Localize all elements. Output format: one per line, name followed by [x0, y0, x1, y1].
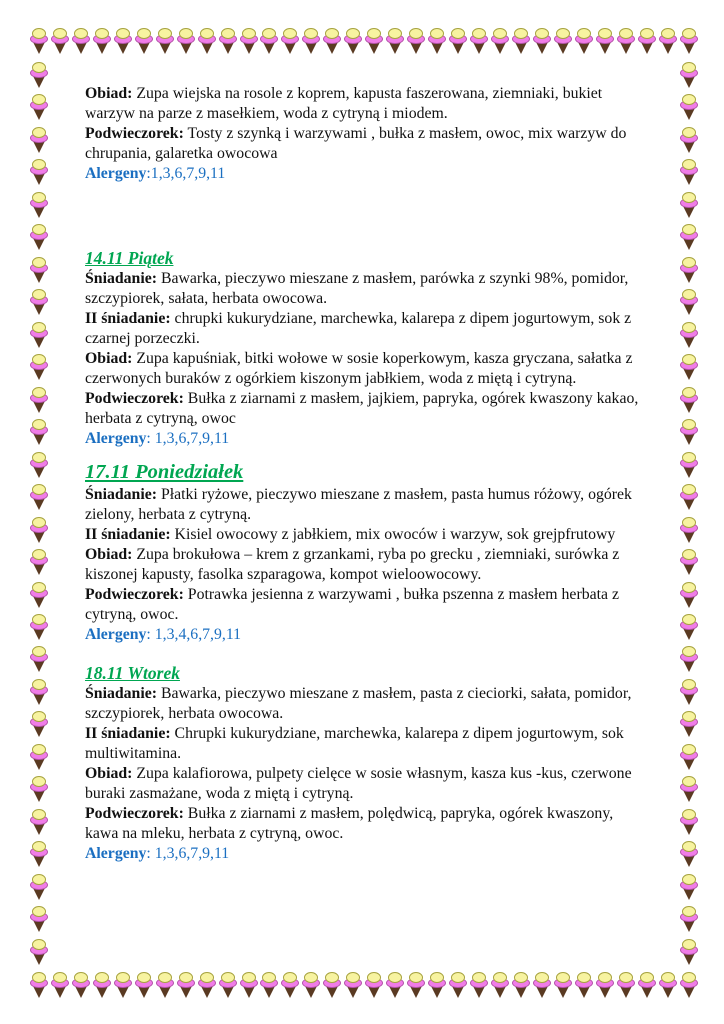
ice-cream-cone-icon: [30, 972, 48, 999]
ice-cream-cone-icon: [617, 28, 635, 55]
meal-text: Zupa brokułowa – krem z grzankami, ryba po grecku , ziemniaki, surówka z kiszonej kapusty, fasolka szparagowa, kompot wieloowocowy.: [85, 546, 620, 583]
allergens-values: : 1,3,6,7,9,11: [146, 430, 230, 447]
meal-entry-podwieczorek: [85, 389, 650, 429]
menu-section-monday: [85, 460, 650, 645]
meal-label: II śniadanie:: [85, 310, 171, 327]
ice-cream-cone-icon: [386, 28, 404, 55]
meal-text: Zupa kalafiorowa, pulpety cielęce w sosie własnym, kasza kus -kus, czerwone buraki zasmażane, woda z miętą i cytryną.: [85, 765, 632, 802]
ice-cream-cone-icon: [680, 452, 698, 479]
allergens-line: [85, 164, 650, 184]
ice-cream-cone-icon: [680, 549, 698, 576]
meal-entry-podwieczorek: [85, 804, 650, 844]
ice-cream-cone-icon: [512, 972, 530, 999]
ice-cream-cone-icon: [323, 972, 341, 999]
meal-label: Obiad:: [85, 85, 133, 102]
meal-text: Bawarka, pieczywo mieszane z masłem, parówka z szynki 98%, pomidor, szczypiorek, sałata, herbata owocowa.: [85, 270, 629, 307]
ice-cream-cone-icon: [680, 322, 698, 349]
ice-cream-cone-icon: [680, 809, 698, 836]
ice-cream-cone-icon: [596, 972, 614, 999]
ice-cream-cone-icon: [302, 972, 320, 999]
ice-cream-cone-icon: [617, 972, 635, 999]
ice-cream-cone-icon: [72, 28, 90, 55]
ice-cream-cone-icon: [512, 28, 530, 55]
meal-label: Obiad:: [85, 765, 133, 782]
ice-cream-cone-icon: [30, 744, 48, 771]
ice-cream-cone-icon: [30, 224, 48, 251]
ice-cream-cone-icon: [659, 28, 677, 55]
ice-cream-cone-icon: [323, 28, 341, 55]
meal-label: Podwieczorek:: [85, 586, 184, 603]
menu-content: [85, 84, 650, 864]
ice-cream-cone-icon: [72, 972, 90, 999]
meal-label: Obiad:: [85, 546, 133, 563]
meal-entry-obiad: [85, 349, 650, 389]
meal-text: Chrupki kukurydziane, marchewka, kalarepa z dipem jogurtowym, sok multiwitamina.: [85, 725, 624, 762]
ice-cream-cone-icon: [198, 972, 216, 999]
day-heading: 14.11 Piątek: [85, 248, 174, 268]
ice-cream-cone-icon: [680, 614, 698, 641]
ice-cream-cone-icon: [680, 939, 698, 966]
ice-cream-cone-icon: [240, 972, 258, 999]
ice-cream-cone-icon: [93, 972, 111, 999]
ice-cream-cone-icon: [575, 28, 593, 55]
ice-cream-cone-icon: [302, 28, 320, 55]
meal-label: Śniadanie:: [85, 685, 157, 702]
ice-cream-cone-icon: [177, 28, 195, 55]
menu-section-continued: [85, 84, 650, 184]
ice-cream-cone-icon: [135, 972, 153, 999]
meal-text: Bułka z ziarnami z masłem, polędwicą, papryka, ogórek kwaszony, kawa na mleku, herbata z cytryną, owoc.: [85, 805, 614, 842]
meal-label: Podwieczorek:: [85, 125, 184, 142]
ice-cream-cone-icon: [30, 517, 48, 544]
ice-cream-cone-icon: [281, 972, 299, 999]
meal-label: Podwieczorek:: [85, 805, 184, 822]
ice-cream-cone-icon: [680, 28, 698, 55]
ice-cream-cone-icon: [177, 972, 195, 999]
ice-cream-cone-icon: [680, 192, 698, 219]
border-right: [680, 62, 698, 966]
ice-cream-cone-icon: [30, 159, 48, 186]
ice-cream-cone-icon: [30, 289, 48, 316]
ice-cream-cone-icon: [365, 972, 383, 999]
ice-cream-cone-icon: [638, 972, 656, 999]
allergens-values: : 1,3,4,6,7,9,11: [146, 626, 242, 643]
ice-cream-cone-icon: [680, 159, 698, 186]
ice-cream-cone-icon: [533, 28, 551, 55]
ice-cream-cone-icon: [93, 28, 111, 55]
meal-label: Śniadanie:: [85, 486, 157, 503]
ice-cream-cone-icon: [680, 354, 698, 381]
meal-text: Tosty z szynką i warzywami , bułka z masłem, owoc, mix warzyw do chrupania, galaretka owocowa: [85, 125, 627, 162]
ice-cream-cone-icon: [680, 289, 698, 316]
ice-cream-cone-icon: [30, 679, 48, 706]
meal-entry-podwieczorek: [85, 585, 650, 625]
ice-cream-cone-icon: [680, 419, 698, 446]
ice-cream-cone-icon: [114, 28, 132, 55]
meal-entry-sniadanie: [85, 269, 650, 309]
ice-cream-cone-icon: [30, 127, 48, 154]
ice-cream-cone-icon: [30, 776, 48, 803]
ice-cream-cone-icon: [659, 972, 677, 999]
meal-text: Bułka z ziarnami z masłem, jajkiem, papryka, ogórek kwaszony kakao, herbata z cytryną, owoc: [85, 390, 639, 427]
meal-entry-ii-sniadanie: [85, 525, 650, 545]
ice-cream-cone-icon: [30, 809, 48, 836]
ice-cream-cone-icon: [596, 28, 614, 55]
ice-cream-cone-icon: [30, 614, 48, 641]
ice-cream-cone-icon: [219, 972, 237, 999]
menu-section-tuesday: [85, 662, 650, 864]
allergens-values: : 1,3,6,7,9,11: [146, 845, 230, 862]
meal-entry-podwieczorek: [85, 124, 650, 164]
ice-cream-cone-icon: [30, 387, 48, 414]
ice-cream-cone-icon: [491, 28, 509, 55]
ice-cream-cone-icon: [30, 94, 48, 121]
ice-cream-cone-icon: [30, 906, 48, 933]
border-left: [30, 62, 48, 966]
ice-cream-cone-icon: [30, 646, 48, 673]
ice-cream-cone-icon: [680, 972, 698, 999]
ice-cream-cone-icon: [575, 972, 593, 999]
ice-cream-cone-icon: [680, 841, 698, 868]
meal-text: Zupa kapuśniak, bitki wołowe w sosie koperkowym, kasza gryczana, sałatka z czerwonych buraków z ogórkiem kiszonym jabłkiem, woda z miętą i cytryną.: [85, 350, 633, 387]
meal-label: Śniadanie:: [85, 270, 157, 287]
ice-cream-cone-icon: [51, 28, 69, 55]
meal-label: II śniadanie:: [85, 526, 171, 543]
ice-cream-cone-icon: [344, 972, 362, 999]
ice-cream-cone-icon: [449, 972, 467, 999]
ice-cream-cone-icon: [680, 744, 698, 771]
meal-entry-sniadanie: [85, 485, 650, 525]
meal-text: Płatki ryżowe, pieczywo mieszane z masłem, pasta humus różowy, ogórek zielony, herbata z cytryną.: [85, 486, 632, 523]
ice-cream-cone-icon: [680, 387, 698, 414]
ice-cream-cone-icon: [680, 906, 698, 933]
ice-cream-cone-icon: [680, 679, 698, 706]
ice-cream-cone-icon: [30, 841, 48, 868]
ice-cream-cone-icon: [554, 972, 572, 999]
meal-text: Kisiel owocowy z jabłkiem, mix owoców i warzyw, sok grejpfrutowy: [170, 526, 616, 543]
meal-text: Potrawka jesienna z warzywami , bułka pszenna z masłem herbata z cytryną, owoc.: [85, 586, 619, 623]
ice-cream-cone-icon: [428, 28, 446, 55]
ice-cream-cone-icon: [407, 28, 425, 55]
ice-cream-cone-icon: [260, 28, 278, 55]
ice-cream-cone-icon: [30, 711, 48, 738]
border-top: [30, 28, 698, 55]
day-heading: 18.11 Wtorek: [85, 663, 180, 683]
ice-cream-cone-icon: [680, 127, 698, 154]
ice-cream-cone-icon: [680, 776, 698, 803]
ice-cream-cone-icon: [281, 28, 299, 55]
allergens-line: [85, 625, 650, 645]
ice-cream-cone-icon: [428, 972, 446, 999]
allergens-label: Alergeny: [85, 430, 147, 447]
ice-cream-cone-icon: [680, 874, 698, 901]
meal-entry-ii-sniadanie: [85, 309, 650, 349]
ice-cream-cone-icon: [470, 972, 488, 999]
meal-text: chrupki kukurydziane, marchewka, kalarepa z dipem jogurtowym, sok z czarnej porzeczki.: [85, 310, 632, 347]
border-bottom: [30, 972, 698, 999]
ice-cream-cone-icon: [680, 517, 698, 544]
allergens-label: Alergeny: [85, 165, 147, 182]
ice-cream-cone-icon: [554, 28, 572, 55]
ice-cream-cone-icon: [30, 28, 48, 55]
ice-cream-cone-icon: [30, 419, 48, 446]
ice-cream-cone-icon: [30, 874, 48, 901]
ice-cream-cone-icon: [470, 28, 488, 55]
ice-cream-cone-icon: [386, 972, 404, 999]
ice-cream-cone-icon: [491, 972, 509, 999]
ice-cream-cone-icon: [30, 354, 48, 381]
allergens-label: Alergeny: [85, 845, 147, 862]
ice-cream-cone-icon: [135, 28, 153, 55]
meal-label: Obiad:: [85, 350, 133, 367]
meal-label: II śniadanie:: [85, 725, 171, 742]
ice-cream-cone-icon: [680, 94, 698, 121]
ice-cream-cone-icon: [30, 484, 48, 511]
ice-cream-cone-icon: [680, 257, 698, 284]
meal-entry-obiad: [85, 764, 650, 804]
ice-cream-cone-icon: [114, 972, 132, 999]
ice-cream-cone-icon: [30, 322, 48, 349]
ice-cream-cone-icon: [680, 646, 698, 673]
ice-cream-cone-icon: [156, 972, 174, 999]
ice-cream-cone-icon: [51, 972, 69, 999]
ice-cream-cone-icon: [680, 224, 698, 251]
ice-cream-cone-icon: [365, 28, 383, 55]
meal-entry-ii-sniadanie: [85, 724, 650, 764]
ice-cream-cone-icon: [680, 484, 698, 511]
ice-cream-cone-icon: [680, 582, 698, 609]
meal-text: Bawarka, pieczywo mieszane z masłem, pasta z cieciorki, sałata, pomidor, szczypiorek, herbata owocowa.: [85, 685, 632, 722]
ice-cream-cone-icon: [30, 549, 48, 576]
ice-cream-cone-icon: [30, 192, 48, 219]
allergens-values: :1,3,6,7,9,11: [146, 165, 226, 182]
allergens-line: [85, 844, 650, 864]
ice-cream-cone-icon: [30, 62, 48, 89]
allergens-label: Alergeny: [85, 626, 147, 643]
ice-cream-cone-icon: [638, 28, 656, 55]
ice-cream-cone-icon: [260, 972, 278, 999]
menu-section-friday: [85, 247, 650, 449]
meal-entry-sniadanie: [85, 684, 650, 724]
ice-cream-cone-icon: [680, 711, 698, 738]
ice-cream-cone-icon: [240, 28, 258, 55]
ice-cream-cone-icon: [449, 28, 467, 55]
ice-cream-cone-icon: [198, 28, 216, 55]
ice-cream-cone-icon: [407, 972, 425, 999]
ice-cream-cone-icon: [30, 939, 48, 966]
ice-cream-cone-icon: [219, 28, 237, 55]
meal-entry-obiad: [85, 545, 650, 585]
meal-label: Podwieczorek:: [85, 390, 184, 407]
ice-cream-cone-icon: [30, 452, 48, 479]
ice-cream-cone-icon: [344, 28, 362, 55]
ice-cream-cone-icon: [533, 972, 551, 999]
ice-cream-cone-icon: [30, 257, 48, 284]
meal-entry-obiad: [85, 84, 650, 124]
day-heading: 17.11 Poniedziałek: [85, 461, 244, 483]
ice-cream-cone-icon: [680, 62, 698, 89]
allergens-line: [85, 429, 650, 449]
meal-text: Zupa wiejska na rosole z koprem, kapusta faszerowana, ziemniaki, bukiet warzyw na parze z masełkiem, woda z cytryną i miodem.: [85, 85, 603, 122]
ice-cream-cone-icon: [30, 582, 48, 609]
ice-cream-cone-icon: [156, 28, 174, 55]
